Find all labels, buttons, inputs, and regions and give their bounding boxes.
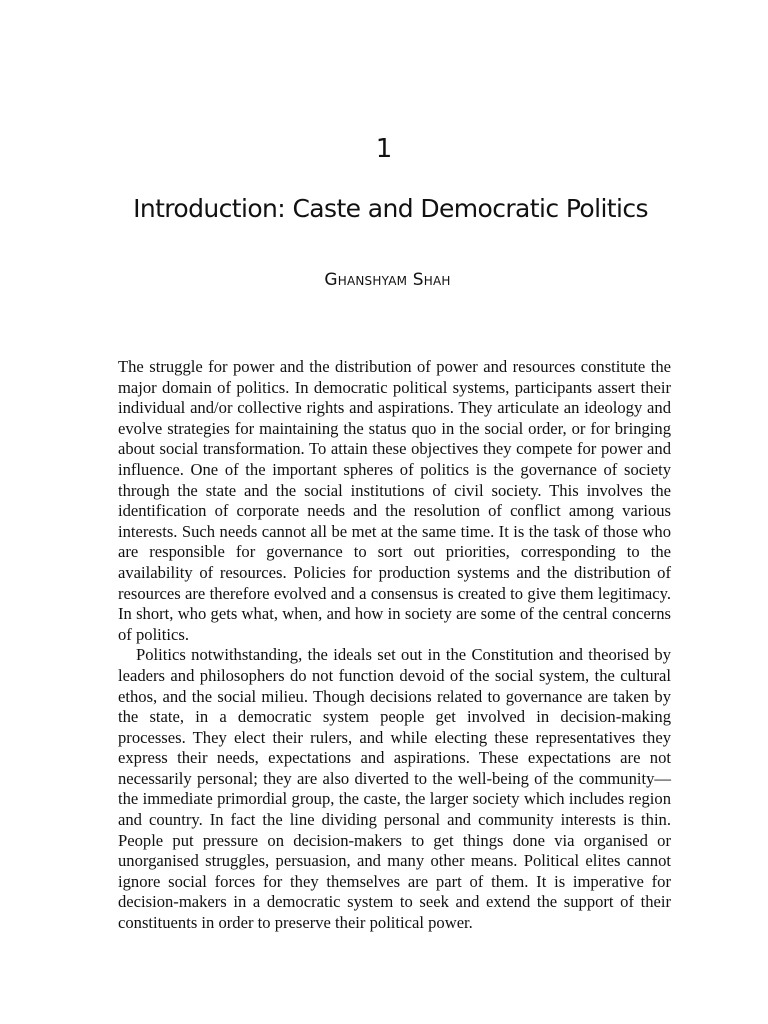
chapter-title: Introduction: Caste and Democratic Politics <box>133 194 648 223</box>
chapter-body <box>118 357 671 934</box>
chapter-author: Ghanshyam Shah <box>324 270 451 290</box>
chapter-number: 1 <box>375 134 393 164</box>
body-paragraph-1: The struggle for power and the distribution of power and resources constitute the major domain of politics. In democratic political systems, participants assert their individual and/or collective rights and aspirations. They articulate an ideology and evolve strategies for maintaining the status quo in the social order, or for bringing about social transformation. To attain these objectives they compete for power and influence. One of the important spheres of politics is the governance of society through the state and the social institutions of civil society. This involves the identification of corporate needs and the resolution of conflict among various interests. Such needs cannot all be met at the same time. It is the task of those who are responsible for governance to sort out priorities, corresponding to the availability of resources. Policies for production systems and the distribution of resources are therefore evolved and a consensus is created to give them legitimacy. In short, who gets what, when, and how in society are some of the central concerns of politics. <box>118 357 671 644</box>
body-paragraph-2: Politics notwithstanding, the ideals set out in the Constitution and theorised by leaders and philosophers do not function devoid of the social system, the cultural ethos, and the social milieu. Though decisions related to governance are taken by the state, in a democratic system people get involved in decision-making processes. They elect their rulers, and while electing these representatives they express their needs, expectations and aspirations. These expectations are not necessarily personal; they are also diverted to the well-being of the community—the immediate primordial group, the caste, the larger society which includes region and country. In fact the line dividing personal and community interests is thin. People put pressure on decision-makers to get things done via organised or unorganised struggles, persuasion, and many other means. Political elites cannot ignore social forces for they themselves are part of them. It is imperative for decision-makers in a democratic system to seek and extend the support of their constituents in order to preserve their political power. <box>118 645 671 933</box>
